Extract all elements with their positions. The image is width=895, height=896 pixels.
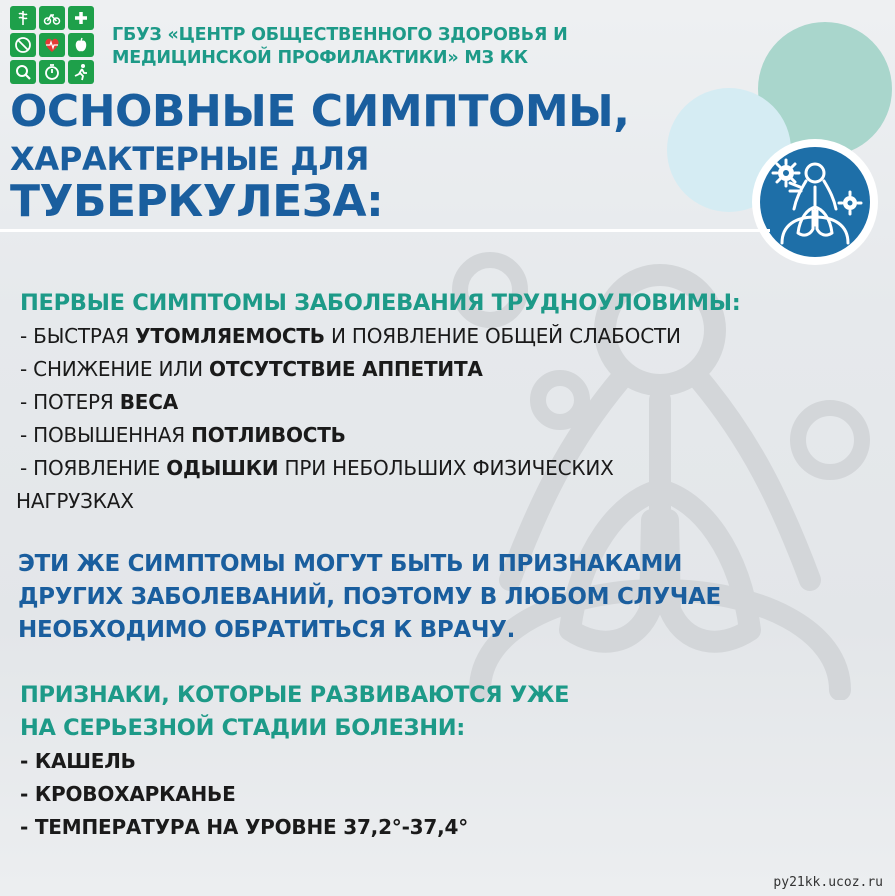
item-text: - БЫСТРАЯ — [20, 324, 136, 348]
title-line3: ТУБЕРКУЛЕЗА: — [10, 176, 384, 227]
organization-name-line2: МЕДИЦИНСКОЙ ПРОФИЛАКТИКИ» МЗ КК — [112, 48, 528, 68]
section3-heading-line1: ПРИЗНАКИ, КОТОРЫЕ РАЗВИВАЮТСЯ УЖЕ — [20, 682, 570, 708]
item-bold: ОТСУТСТВИЕ АППЕТИТА — [209, 357, 483, 381]
title-divider — [0, 229, 770, 232]
watermark-text: py21kk.ucoz.ru — [773, 875, 883, 890]
list-item — [20, 353, 681, 386]
lungs-person-icon — [760, 147, 870, 257]
section2-line3: НЕОБХОДИМО ОБРАТИТЬСЯ К ВРАЧУ. — [18, 617, 516, 643]
item-bold: ПОТЛИВОСТЬ — [191, 423, 346, 447]
item-bold: ВЕСА — [119, 390, 178, 414]
section1-heading: ПЕРВЫЕ СИМПТОМЫ ЗАБОЛЕВАНИЯ ТРУДНОУЛОВИМЫ: — [20, 290, 741, 316]
title-line2: ХАРАКТЕРНЫЕ ДЛЯ — [10, 140, 370, 178]
plus-icon — [68, 6, 94, 30]
item-text: ПРИ НЕБОЛЬШИХ ФИЗИЧЕСКИХ — [278, 456, 614, 480]
item-text: - ПОЯВЛЕНИЕ — [20, 456, 167, 480]
list-item — [20, 419, 681, 452]
organization-name-line1: ГБУЗ «ЦЕНТР ОБЩЕСТВЕННОГО ЗДОРОВЬЯ И — [112, 25, 568, 45]
title-line1: ОСНОВНЫЕ СИМПТОМЫ, — [10, 86, 630, 137]
search-icon — [10, 60, 36, 84]
list-item: - КРОВОХАРКАНЬЕ — [20, 782, 236, 806]
item-text: - СНИЖЕНИЕ ИЛИ — [20, 357, 210, 381]
section2-line1: ЭТИ ЖЕ СИМПТОМЫ МОГУТ БЫТЬ И ПРИЗНАКАМИ — [18, 551, 683, 577]
list-item — [20, 386, 681, 419]
organization-name — [112, 24, 672, 70]
list-item — [20, 452, 681, 485]
item-bold: ОДЫШКИ — [166, 456, 279, 480]
section2-line2: ДРУГИХ ЗАБОЛЕВАНИЙ, ПОЭТОМУ В ЛЮБОМ СЛУЧАЕ — [18, 584, 721, 610]
list-item: - КАШЕЛЬ — [20, 749, 136, 773]
no-smoking-icon — [10, 33, 36, 57]
section3-heading-line2: НА СЕРЬЕЗНОЙ СТАДИИ БОЛЕЗНИ: — [20, 715, 465, 741]
list-item-continuation: НАГРУЗКАХ — [16, 489, 134, 513]
bicycle-icon — [39, 6, 65, 30]
item-text: И ПОЯВЛЕНИЕ ОБЩЕЙ СЛАБОСТИ — [324, 324, 681, 348]
tuberculosis-lungs-icon — [760, 147, 870, 257]
item-text: - ПОТЕРЯ — [20, 390, 120, 414]
section3-list — [20, 745, 468, 844]
item-bold: УТОМЛЯЕМОСТЬ — [135, 324, 325, 348]
runner-icon — [68, 60, 94, 84]
medical-staff-icon — [10, 6, 36, 30]
organization-logo — [10, 6, 98, 84]
list-item: - ТЕМПЕРАТУРА НА УРОВНЕ 37,2°-37,4° — [20, 815, 469, 839]
item-text: - ПОВЫШЕННАЯ — [20, 423, 192, 447]
heart-pulse-icon — [39, 33, 65, 57]
stopwatch-icon — [39, 60, 65, 84]
apple-icon — [68, 33, 94, 57]
section1-list — [16, 320, 681, 518]
list-item — [20, 320, 681, 353]
